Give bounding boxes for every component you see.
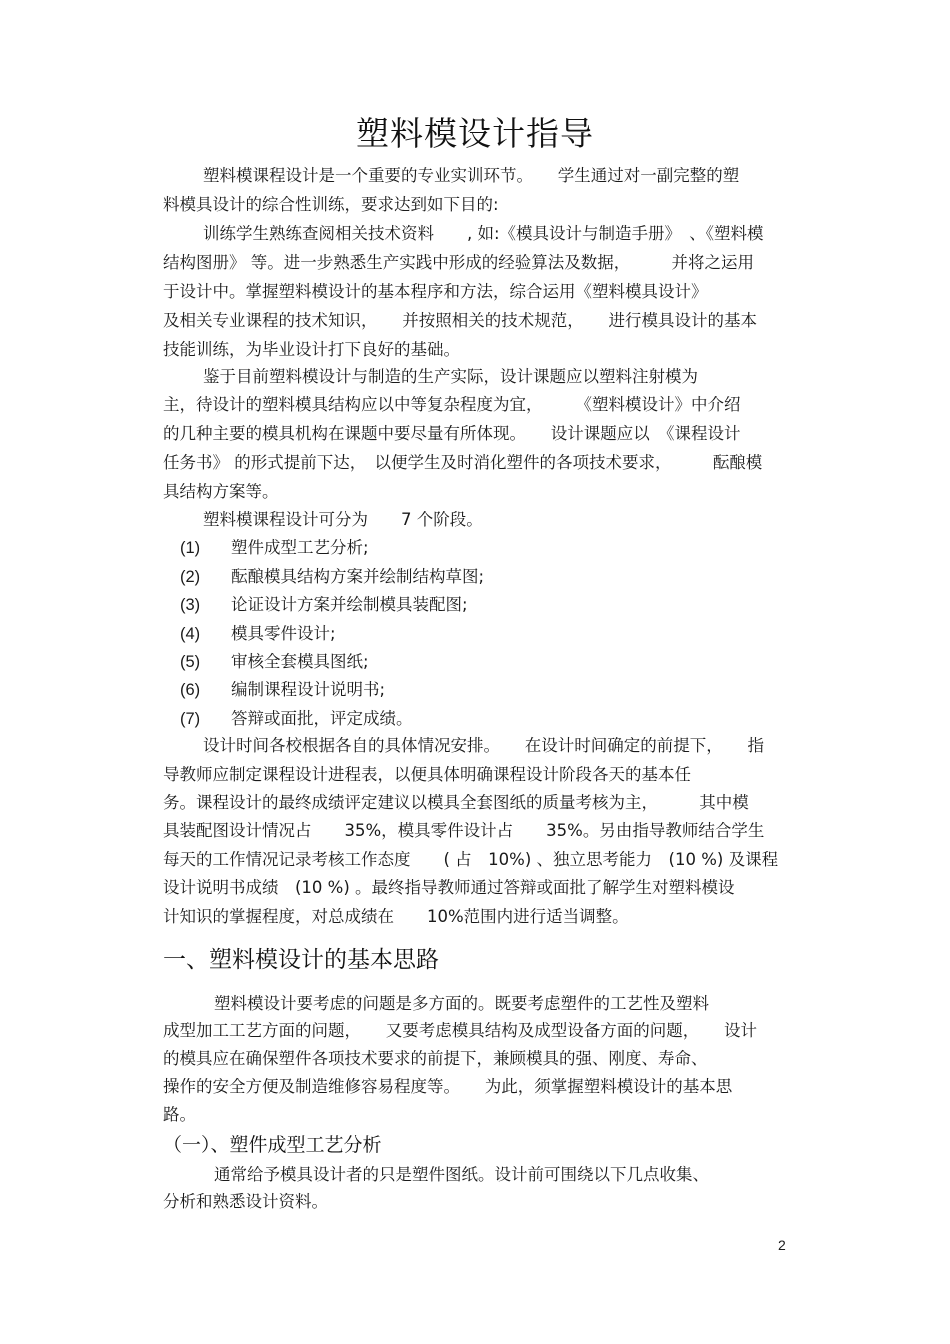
list-item: 答辩或面批，评定成绩。 bbox=[231, 709, 413, 728]
list-item-number: (7) bbox=[180, 710, 201, 728]
document-title: 塑料模设计指导 bbox=[356, 114, 594, 153]
intro-line: 具结构方案等。 bbox=[163, 482, 279, 501]
intro-line: 的几种主要的模具机构在课题中要尽量有所体现。 设计课题应以 《课程设计 bbox=[163, 424, 741, 443]
schedule-line: 每天的工作情况记录考核工作态度 ( 占 10%) 、独立思考能力 (10 %) 及课程 bbox=[163, 850, 779, 869]
intro-line: 于设计中。掌握塑料模设计的基本程序和方法，综合运用《塑料模具设计》 bbox=[163, 282, 708, 301]
schedule-line: 设计说明书成绩 (10 %) 。最终指导教师通过答辩或面批了解学生对塑料模设 bbox=[163, 878, 735, 897]
list-item-number: (1) bbox=[180, 539, 201, 557]
intro-line: 鉴于目前塑料模设计与制造的生产实际，设计课题应以塑料注射模为 bbox=[203, 367, 698, 386]
intro-line: 技能训练，为毕业设计打下良好的基础。 bbox=[163, 340, 460, 359]
intro-line: 结构图册》 等。进一步熟悉生产实践中形成的经验算法及数据， 并将之运用 bbox=[163, 253, 754, 272]
list-item: 模具零件设计; bbox=[231, 624, 336, 643]
subsection-body-line: 通常给予模具设计者的只是塑件图纸。设计前可围绕以下几点收集、 bbox=[214, 1165, 709, 1184]
list-item: 论证设计方案并绘制模具装配图; bbox=[231, 595, 468, 614]
intro-line: 塑料模课程设计可分为 7 个阶段。 bbox=[203, 510, 483, 529]
section-body-line: 路。 bbox=[163, 1105, 196, 1124]
list-item-number: (5) bbox=[180, 653, 201, 671]
intro-line: 塑料模课程设计是一个重要的专业实训环节。 学生通过对一副完整的塑 bbox=[203, 166, 740, 185]
intro-line: 料模具设计的综合性训练，要求达到如下目的: bbox=[163, 195, 499, 214]
intro-line: 主，待设计的塑料模具结构应以中等复杂程度为宜， 《塑料模设计》中介绍 bbox=[163, 395, 741, 414]
list-item: 审核全套模具图纸; bbox=[231, 652, 369, 671]
list-item-number: (2) bbox=[180, 568, 201, 586]
intro-line: 训练学生熟练查阅相关技术资料 , 如:《模具设计与制造手册》 、《塑料模 bbox=[203, 224, 764, 243]
section-body-line: 成型加工工艺方面的问题， 又要考虑模具结构及成型设备方面的问题， 设计 bbox=[163, 1021, 757, 1040]
intro-line: 任务书》 的形式提前下达， 以便学生及时消化塑件的各项技术要求， 酝酿模 bbox=[163, 453, 763, 472]
section-body-line: 塑料模设计要考虑的问题是多方面的。既要考虑塑件的工艺性及塑料 bbox=[214, 994, 709, 1013]
list-item-number: (6) bbox=[180, 681, 201, 699]
section-body-line: 的模具应在确保塑件各项技术要求的前提下，兼顾模具的强、刚度、寿命、 bbox=[163, 1049, 708, 1068]
schedule-line: 计知识的掌握程度，对总成绩在 10%范围内进行适当调整。 bbox=[163, 907, 629, 926]
section-body-line: 操作的安全方便及制造维修容易程度等。 为此，须掌握塑料模设计的基本思 bbox=[163, 1077, 733, 1096]
schedule-line: 设计时间各校根据各自的具体情况安排。 在设计时间确定的前提下， 指 bbox=[203, 736, 764, 755]
schedule-line: 导教师应制定课程设计进程表，以便具体明确课程设计阶段各天的基本任 bbox=[163, 765, 691, 784]
intro-line: 及相关专业课程的技术知识， 并按照相关的技术规范， 进行模具设计的基本 bbox=[163, 311, 757, 330]
list-item-number: (3) bbox=[180, 596, 201, 614]
page-number: 2 bbox=[778, 1237, 786, 1253]
list-item: 塑件成型工艺分析; bbox=[231, 538, 369, 557]
schedule-line: 具装配图设计情况占 35%，模具零件设计占 35%。另由指导教师结合学生 bbox=[163, 821, 765, 840]
list-item: 酝酿模具结构方案并绘制结构草图; bbox=[231, 567, 485, 586]
list-item: 编制课程设计说明书; bbox=[231, 680, 386, 699]
subsection-heading: （一）、塑件成型工艺分析 bbox=[163, 1134, 382, 1156]
subsection-body-line: 分析和熟悉设计资料。 bbox=[163, 1192, 328, 1211]
list-item-number: (4) bbox=[180, 625, 201, 643]
schedule-line: 务。课程设计的最终成绩评定建议以模具全套图纸的质量考核为主， 其中模 bbox=[163, 793, 749, 812]
section-heading: 一、塑料模设计的基本思路 bbox=[163, 947, 439, 973]
